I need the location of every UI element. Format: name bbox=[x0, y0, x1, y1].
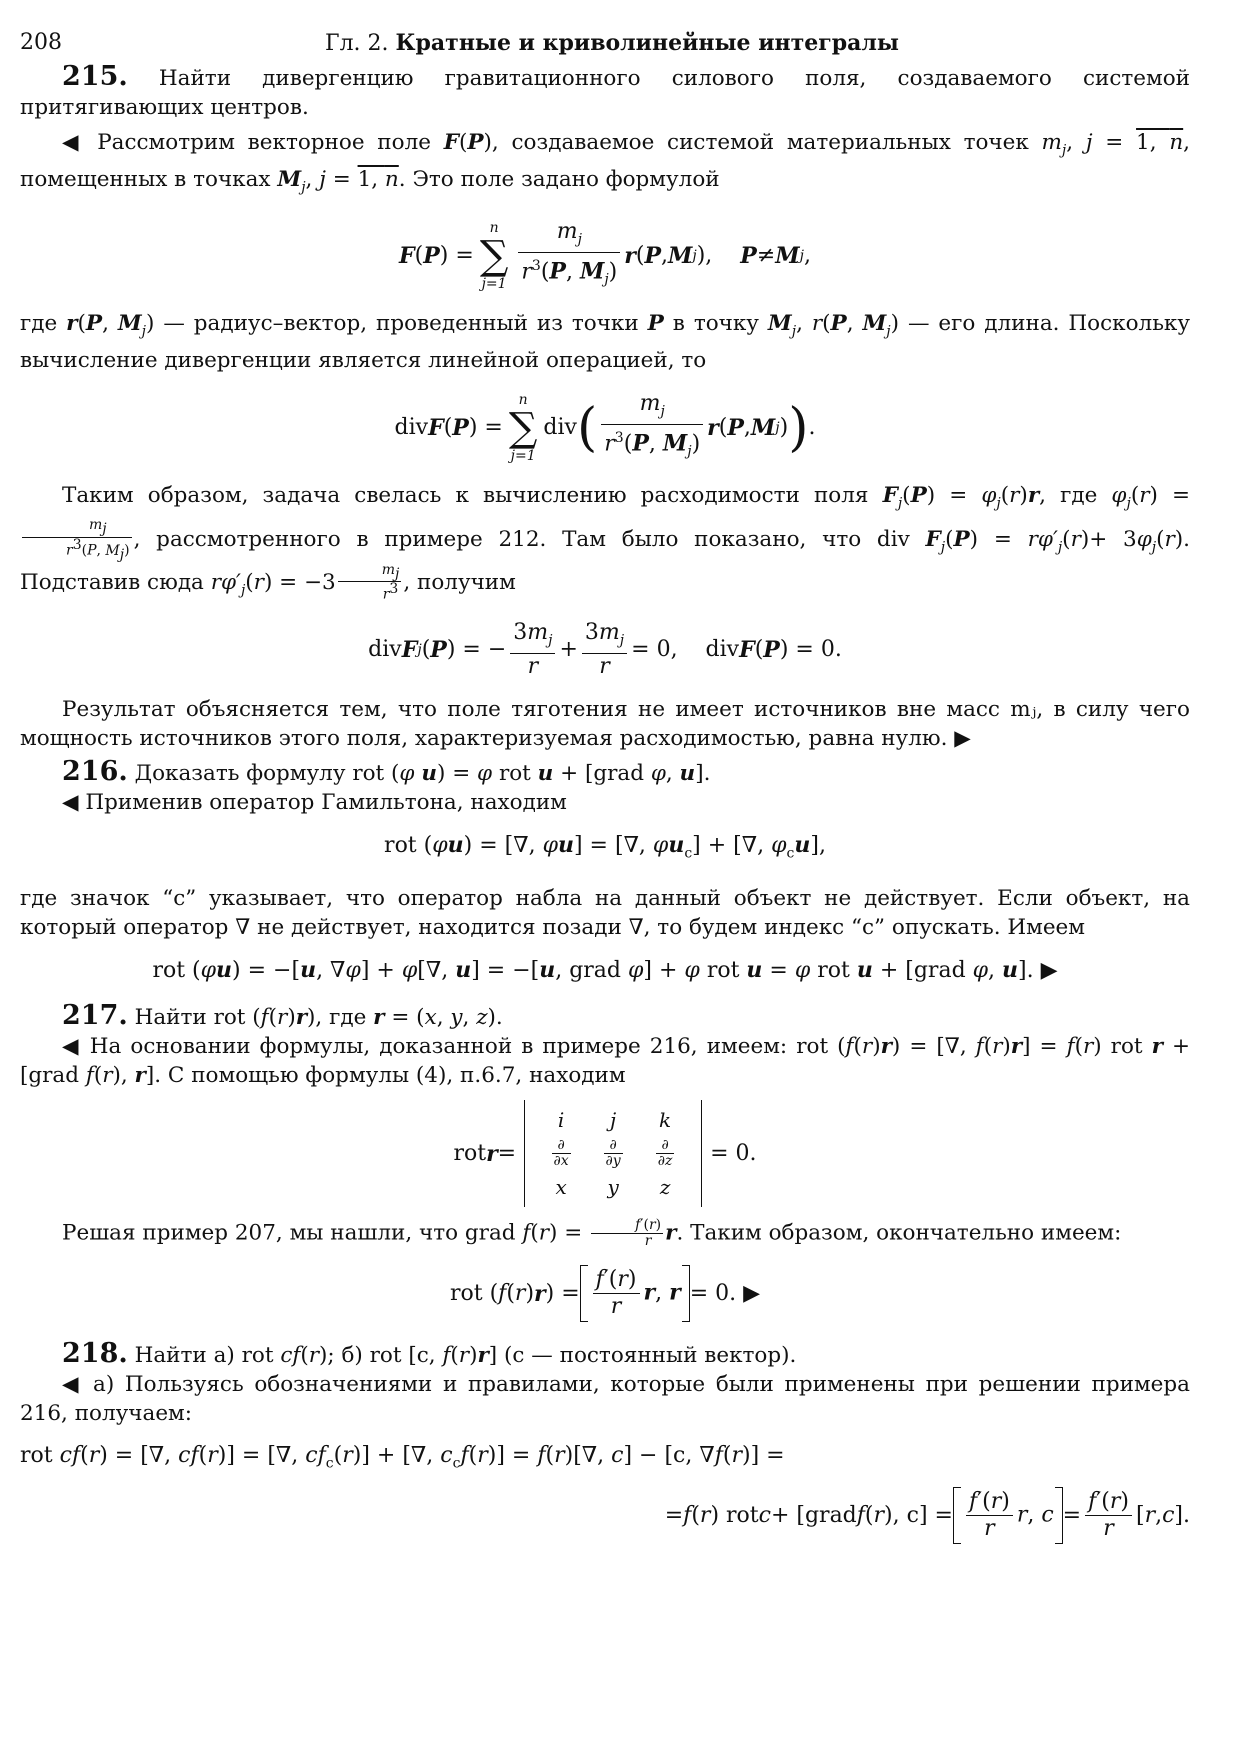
equation-rot-final: rot ( f ( r ) r ) = $\frac{f'(r)}{r}$ r, r = 0. ▶ bbox=[20, 1259, 1190, 1329]
equation-rot-cf-line1: rot cf(r) = [∇, cf(r)] = [∇, $cf_c(r)$] + [∇, $c_cf(r)] = f(r)[\nabla$, c] − [c, ∇f(r)] = bbox=[20, 1442, 785, 1471]
problem-number: 216. bbox=[62, 756, 128, 788]
problem-215-reduction-text: Таким образом, задача свелась к вычислению расходимости поля $F_j(P) = \varphi_j(r)r$, где $\varphi_j(r)$ = $\frac{m_j}{r^3(P, M_j)}$ , рассмотренного в примере 212. Там было показано, что div $F_j(P) = r\varphi'_j(r)+ 3\varphi_j(r)$. Подставив сюда $r\varphi'_j(r) = -3$ $\frac{m_j}{r^3}$ , получим bbox=[20, 482, 1191, 604]
problem-216-statement: 216. Доказать формулу rot (φ u) = φ rot u + [grad φ, u]. bbox=[62, 756, 711, 788]
determinant-matrix: i j k ∂ ∂x ∂ ∂y ∂ ∂z x y z bbox=[524, 1100, 702, 1207]
page bbox=[20, 22, 1190, 1549]
equation-div-sum: div F ( P ) = n ∑ j=1 div ( $\frac{m_j}{r^3(P, M_j)}$ r ( P , M j ) ) . bbox=[394, 390, 816, 464]
problem-218-statement: 218. Найти а) rot cf(r); б) rot [c, f(r)r] (c — постоянный вектор). bbox=[62, 1337, 797, 1369]
problem-217-statement: 217. Найти rot (f(r)r), где r = (x, y, z). bbox=[62, 999, 503, 1031]
problem-number: 217. bbox=[62, 999, 128, 1031]
page-number: 208 bbox=[20, 30, 62, 55]
problem-217-solution: ◀ На основании формулы, доказанной в примере 216, имеем: rot (f(r)r) = [∇, f(r)r] = f(r) rot r + [grad f(r), r]. С помощью формулы (4), п.6.7, находим bbox=[20, 1033, 1191, 1088]
problem-217-grad-text: Решая пример 207, мы нашли, что grad f(r) = $\frac{f'(r)}{r}$ r. Таким образом, окончательно имеем: bbox=[62, 1216, 1122, 1249]
equation-div-zero: div F j ( P ) = − $\frac{3m_j}{r}$ + $\frac{3m_j}{r}$ = 0, div F ( P ) = 0. bbox=[368, 619, 842, 680]
page-header bbox=[20, 22, 1190, 62]
problem-215-radius-vector-text: где r(P, $M_j$) — радиус–вектор, проведенный из точки P в точку $M_j$, r(P, $M_j$) — его длина. Поскольку вычисление дивергенции является линейной операцией, то bbox=[20, 310, 1190, 373]
problem-215-statement: 215. Найти дивергенцию гравитационного силового поля, создаваемого системой притягивающих центров. bbox=[20, 61, 1190, 120]
problem-216-solution-intro: ◀ Применив оператор Гамильтона, находим bbox=[62, 790, 567, 816]
problem-218-solution-intro: ◀ а) Пользуясь обозначениями и правилами, которые были применены при решении примера 216, получаем: bbox=[20, 1371, 1190, 1426]
problem-number: 215. bbox=[62, 61, 128, 92]
problem-215-conclusion: Результат объясняется тем, что поле тяготения не имеет источников вне масс mⱼ, в силу чего мощность источников этого поля, характеризуемая расходимостью, равна нулю. ▶ bbox=[20, 697, 1190, 752]
problem-number: 218. bbox=[62, 1337, 128, 1369]
equation-field-F: F ( P ) = n ∑ j=1 $\frac{m_j}{r^3(P, M_j)}$ r ( P , M j ), P ≠ M j , bbox=[399, 218, 811, 292]
running-title: Гл. 2. Кратные и криволинейные интегралы bbox=[325, 30, 899, 56]
chapter-title: Кратные и криволинейные интегралы bbox=[395, 30, 899, 56]
equation-rot-result: rot (φu) = −[u, ∇φ] + φ[∇, u] = −[u, grad φ] + φ rot u = φ rot u + [grad φ, u]. ▶ bbox=[152, 956, 1058, 983]
problem-215-solution-intro: ◀ Рассмотрим векторное поле F(P), создаваемое системой материальных точек $m_j$, j = 1, n, помещенных в точках $M_j$, j = 1, n. Это поле задано формулой bbox=[20, 130, 1191, 196]
equation-rot-cf-line2: = f ( r ) rot c + [grad f ( r ), c] = $\frac{f'(r)}{r}$ r, c = $\frac{f'(r)}{r}$ [ r , c ]. bbox=[20, 1483, 1190, 1549]
equation-rot-r-determinant: rot r = i j k ∂ ∂x ∂ ∂y ∂ ∂z x y z = 0. bbox=[20, 1100, 1190, 1208]
problem-216-note: где значок “c” указывает, что оператор набла на данный объект не действует. Если объект, на который оператор ∇ не действует, находится позади ∇, то будем индекс “c” опускать. Имеем bbox=[20, 885, 1190, 940]
equation-rot-hamilton: rot (φu) = [∇, φu] = [∇, $\varphi u_c$] + [∇, $\varphi_cu$], bbox=[384, 832, 826, 862]
